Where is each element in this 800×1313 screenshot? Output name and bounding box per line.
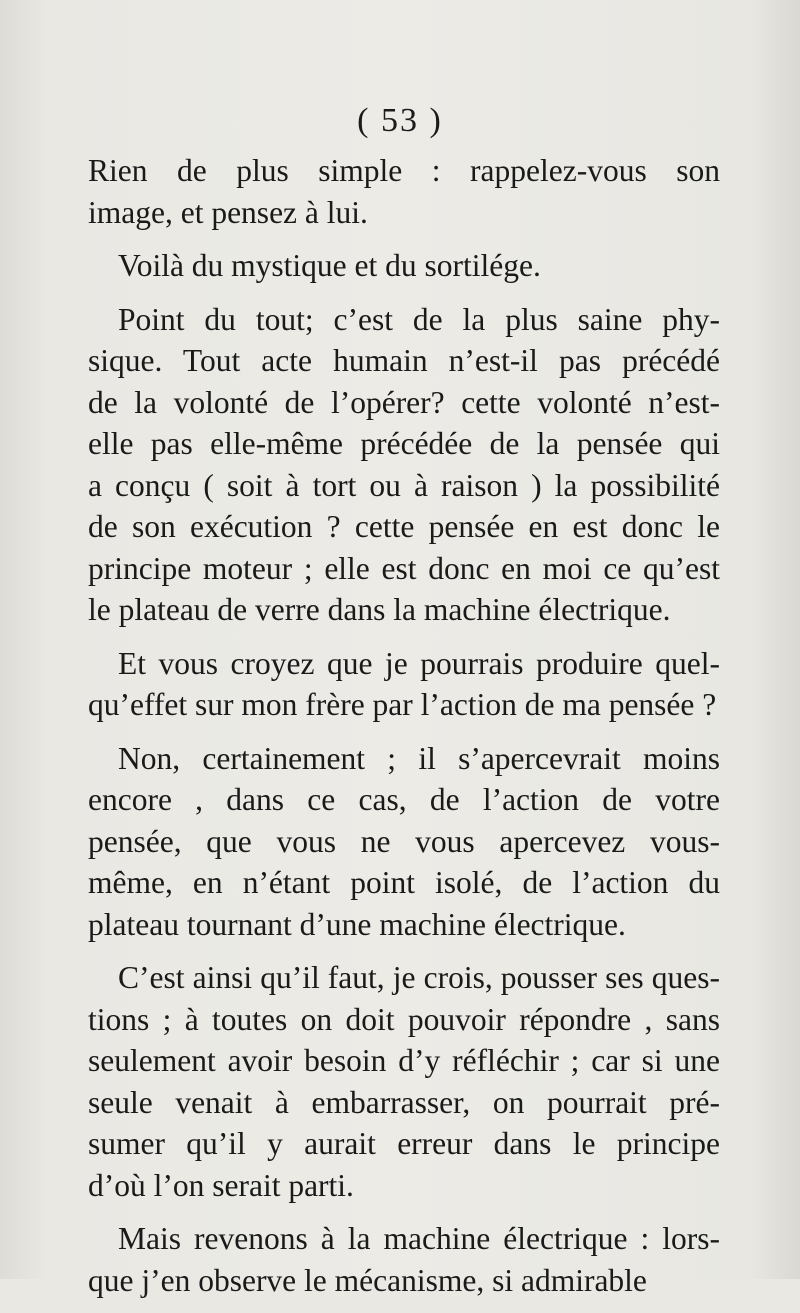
text-line: elle pas elle-même précédée de la pensée qui bbox=[88, 426, 720, 461]
text-line: le plateau de verre dans la machine électrique. bbox=[88, 592, 671, 627]
paragraph bbox=[88, 957, 720, 1206]
text-line: image, et pensez à lui. bbox=[88, 194, 368, 230]
text-line: Mais revenons à la machine électrique : lors- bbox=[118, 1221, 720, 1256]
text-line: sumer qu’il y aurait erreur dans le principe bbox=[88, 1126, 720, 1161]
text-line: sique. Tout acte humain n’est-il pas précédé bbox=[88, 343, 720, 378]
text-line: encore , dans ce cas, de l’action de votre bbox=[88, 782, 720, 817]
text-line: tions ; à toutes on doit pouvoir répondre , sans bbox=[88, 1001, 720, 1037]
text-line: C’est ainsi qu’il faut, je crois, pousser ses ques- bbox=[118, 960, 720, 995]
paragraph bbox=[88, 245, 720, 287]
text-line: a conçu ( soit à tort ou à raison ) la possibilité bbox=[88, 467, 720, 503]
paragraph bbox=[88, 150, 720, 233]
text-line: plateau tournant d’une machine électrique. bbox=[88, 906, 626, 942]
text-line: qu’effet sur mon frère par l’action de ma pensée ? bbox=[88, 687, 717, 722]
text-line: Point du tout; c’est de la plus saine phy- bbox=[118, 301, 720, 337]
text-line: Non, certainement ; il s’apercevrait moins bbox=[118, 740, 720, 776]
text-line: Rien de plus simple : rappelez-vous son bbox=[88, 153, 720, 188]
text-line: de la volonté de l’opérer? cette volonté n’est- bbox=[88, 384, 720, 420]
paragraph bbox=[88, 738, 720, 946]
text-line: seule venait à embarrasser, on pourrait pré- bbox=[88, 1084, 720, 1120]
text-line: que j’en observe le mécanisme, si admirable bbox=[88, 1262, 647, 1298]
text-line: d’où l’on serait parti. bbox=[88, 1167, 354, 1203]
text-line: Et vous croyez que je pourrais produire quel- bbox=[118, 645, 720, 681]
body-text bbox=[88, 150, 720, 1313]
text-line: même, en n’étant point isolé, de l’action du bbox=[88, 865, 720, 900]
text-line: Voilà du mystique et du sortilége. bbox=[118, 248, 541, 283]
text-line: seulement avoir besoin d’y réfléchir ; car si une bbox=[88, 1043, 720, 1078]
paragraph bbox=[88, 299, 720, 631]
paragraph bbox=[88, 1218, 720, 1301]
text-line: principe moteur ; elle est donc en moi ce qu’est bbox=[88, 550, 720, 586]
page-number: ( 53 ) bbox=[357, 102, 443, 139]
text-line: pensée, que vous ne vous apercevez vous- bbox=[88, 823, 720, 859]
text-line: de son exécution ? cette pensée en est donc le bbox=[88, 509, 720, 544]
paragraph bbox=[88, 643, 720, 726]
